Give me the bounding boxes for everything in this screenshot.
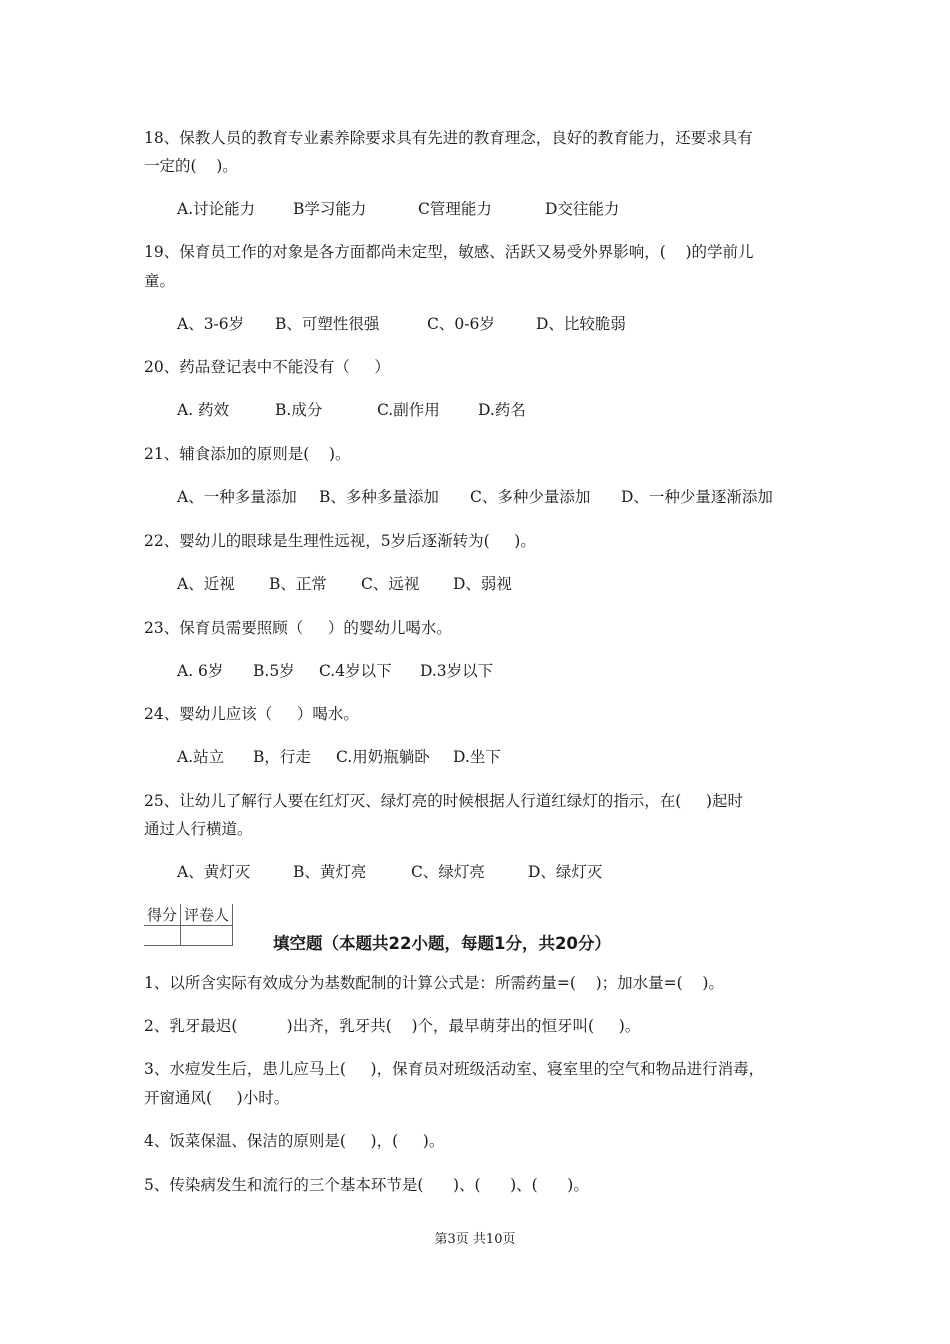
option-d: D.坐下: [453, 748, 501, 766]
option-a: A. 6岁: [177, 662, 224, 680]
question-text: 23、保育员需要照顾（ ）的婴幼儿喝水。: [144, 619, 452, 637]
option-a: A、3-6岁: [177, 315, 245, 333]
section-title: 填空题（本题共22小题，每题1分，共20分）: [273, 934, 611, 953]
question-text: 19、保育员工作的对象是各方面都尚未定型，敏感、活跃又易受外界影响，( )的学前儿: [144, 243, 754, 261]
page-footer: 第3页 共10页: [434, 1232, 516, 1247]
option-d: D、绿灯灭: [528, 863, 603, 881]
question-text: 18、保教人员的教育专业素养除要求具有先进的教育理念，良好的教育能力，还要求具有: [144, 129, 753, 147]
option-d: D、一种少量逐渐添加: [621, 488, 773, 506]
fill-item-4: 4、饭菜保温、保洁的原则是( )，( )。: [144, 1132, 445, 1150]
score-cell: [144, 926, 181, 946]
option-a: A、近视: [177, 575, 235, 593]
question-text: 22、婴幼儿的眼球是生理性远视，5岁后逐渐转为( )。: [144, 532, 536, 550]
score-table: [144, 904, 233, 946]
option-d: D、比较脆弱: [536, 315, 626, 333]
fill-item-3-cont: 开窗通风( )小时。: [144, 1089, 290, 1107]
option-c: C管理能力: [418, 200, 492, 218]
fill-item-2: 2、乳牙最迟( )出齐，乳牙共( )个，最早萌芽出的恒牙叫( )。: [144, 1017, 641, 1035]
option-b: B、黄灯亮: [293, 863, 367, 881]
grader-cell: [181, 926, 233, 946]
fill-item-5: 5、传染病发生和流行的三个基本环节是( )、( )、( )。: [144, 1176, 589, 1194]
option-b: B学习能力: [293, 200, 367, 218]
question-text: 一定的( )。: [144, 157, 238, 175]
option-a: A. 药效: [177, 401, 230, 419]
option-b: B、多种多量添加: [319, 488, 439, 506]
question-text: 童。: [144, 272, 176, 290]
option-d: D.3岁以下: [420, 662, 494, 680]
question-text: 24、婴幼儿应该（ ）喝水。: [144, 705, 359, 723]
option-d: D、弱视: [453, 575, 512, 593]
option-a: A.站立: [177, 748, 225, 766]
question-text: 21、辅食添加的原则是( )。: [144, 445, 351, 463]
option-c: C、多种少量添加: [470, 488, 591, 506]
option-a: A.讨论能力: [177, 200, 256, 218]
option-b: B，行走: [253, 748, 311, 766]
grader-label: 评卷人: [181, 904, 233, 926]
option-c: C.用奶瓶躺卧: [336, 748, 430, 766]
score-label: 得分: [144, 904, 181, 926]
question-text: 25、让幼儿了解行人要在红灯灭、绿灯亮的时候根据人行道红绿灯的指示，在( )起时: [144, 792, 743, 810]
fill-item-3: 3、水痘发生后，患儿应马上( )，保育员对班级活动室、寝室里的空气和物品进行消毒，: [144, 1060, 765, 1078]
option-a: A、一种多量添加: [177, 488, 297, 506]
option-d: D交往能力: [545, 200, 620, 218]
fill-item-1: 1、以所含实际有效成分为基数配制的计算公式是：所需药量=( )；加水量=( )。: [144, 974, 724, 992]
option-c: C、远视: [361, 575, 420, 593]
option-c: C.4岁以下: [319, 662, 392, 680]
question-text: 通过人行横道。: [144, 820, 253, 838]
option-c: C.副作用: [377, 401, 440, 419]
option-b: B、可塑性很强: [275, 315, 380, 333]
option-b: B.成分: [275, 401, 323, 419]
option-b: B.5岁: [253, 662, 295, 680]
option-b: B、正常: [269, 575, 327, 593]
option-d: D.药名: [478, 401, 526, 419]
option-c: C、绿灯亮: [411, 863, 485, 881]
question-text: 20、药品登记表中不能没有（ ）: [144, 358, 390, 376]
option-c: C、0-6岁: [427, 315, 495, 333]
option-a: A、黄灯灭: [177, 863, 251, 881]
